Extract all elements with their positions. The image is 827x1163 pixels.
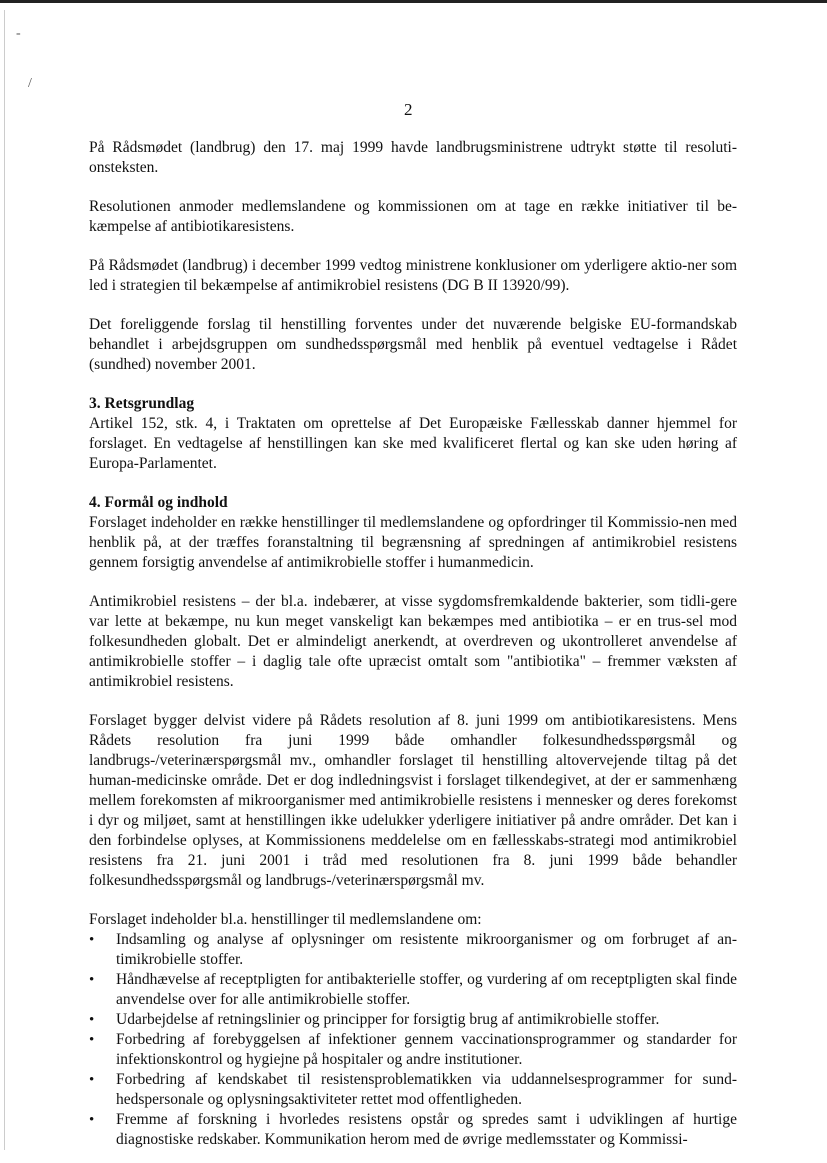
list-item: • Håndhævelse af receptpligten for antibakterielle stoffer, og vurdering af om receptpligten skal finde anvendelse over for alle antimikrobielle stoffer. (89, 971, 737, 1008)
left-margin-line (4, 10, 5, 1150)
paragraph: På Rådsmødet (landbrug) den 17. maj 1999 havde landbrugsministrene udtrykt støtte til resoluti-onsteksten. (89, 139, 737, 176)
section-purpose-content (89, 493, 737, 1150)
section-heading: 3. Retsgrundlag (89, 395, 195, 412)
bullet-icon: • (89, 1012, 95, 1028)
paragraph: På Rådsmødet (landbrug) i december 1999 vedtog ministrene konklusioner om yderligere aktio-ner som led i strategien til bekæmpelse af antimikrobiel resistens (DG B II 13920/99). (89, 257, 737, 294)
list-item: • Forbedring af kendskabet til resistensproblematikken via uddannelsesprogrammer for sund-hedspersonale og oplysningsaktiviteter rettet mod offentligheden. (89, 1071, 737, 1108)
scan-artifact-mark: / (28, 76, 32, 91)
list-intro: Forslaget indeholder bl.a. henstillinger til medlemslandene om: (89, 911, 482, 928)
bullet-icon: • (89, 972, 95, 988)
list-item: • Indsamling og analyse af oplysninger om resistente mikroorganismer og om forbruget af an-timikrobielle stoffer. (89, 931, 737, 968)
list-item: • Udarbejdelse af retningslinier og principper for forsigtig brug af antimikrobielle stoffer. (89, 1011, 660, 1028)
paragraph: Forslaget indeholder en række henstillinger til medlemslandene og opfordringer til Kommissio-nen med henblik på, at der træffes foranstaltning til begrænsning af spredningen af antimikrobiel resistens gennem forsigtig anvendelse af antimikrobielle stoffer i humanmedicin. (89, 514, 737, 571)
section-heading: 4. Formål og indhold (89, 494, 228, 511)
bullet-icon: • (89, 1072, 95, 1088)
bullet-icon: • (89, 1112, 95, 1128)
page-number: 2 (404, 100, 413, 119)
top-border-line (0, 0, 827, 3)
document-body (89, 138, 737, 1150)
paragraph: Forslaget bygger delvist videre på Rådets resolution af 8. juni 1999 om antibiotikaresistens. Mens Rådets resolution fra juni 1999 både omhandler folkesundhedsspørgsmål og landbrugs-/veterinærspørgsmål mv., omhandler forslaget til henstilling altovervejende tiltag på det human-medicinske område. Det er dog indledningsvist i forslaget tilkendegivet, at der er sammenhæng mellem forekomsten af mikroorganismer med antimikrobielle resistens i mennesker og deres forekomst i dyr og miljøet, samt at henstillingen ikke udelukker yderligere initiativer på andre områder. Det kan i den forbindelse oplyses, at Kommissionens meddelelse om en fællesskabs-strategi mod antimikrobiel resistens fra 21. juni 2001 i tråd med resolutionen fra 8. juni 1999 både behandler folkesundhedsspørgsmål og landbrugs-/veterinærspørgsmål mv. (89, 712, 737, 889)
scan-artifact-mark: - (16, 26, 21, 41)
paragraph: Resolutionen anmoder medlemslandene og kommissionen om at tage en række initiativer til be-kæmpelse af antibiotikaresistens. (89, 198, 737, 235)
recommendation-list (89, 930, 737, 1150)
section-legal-basis (89, 394, 737, 474)
paragraph: Artikel 152, stk. 4, i Traktaten om oprettelse af Det Europæiske Fællesskab danner hjemmel for forslaget. En vedtagelse af henstillingen kan ske med kvalificeret flertal og kan ske uden høring af Europa-Parlamentet. (89, 415, 737, 472)
paragraph: Det foreliggende forslag til henstilling forventes under det nuværende belgiske EU-formandskab behandlet i arbejdsgruppen om sundhedsspørgsmål med henblik på eventuel vedtagelse i Rådet (sundhed) november 2001. (89, 316, 737, 373)
list-item: • Forbedring af forebyggelsen af infektioner gennem vaccinationsprogrammer og standarder for infektionskontrol og hygiejne på hospitaler og andre institutioner. (89, 1031, 737, 1068)
list-item: • Fremme af forskning i hvorledes resistens opstår og spredes samt i udviklingen af hurtige diagnostiske redskaber. Kommunikation herom med de øvrige medlemsstater og Kommissi- (89, 1111, 737, 1148)
bullet-icon: • (89, 1032, 95, 1048)
bullet-icon: • (89, 932, 95, 948)
paragraph: Antimikrobiel resistens – der bl.a. indebærer, at visse sygdomsfremkaldende bakterier, som tidli-gere var lette at bekæmpe, nu kun meget vanskeligt kan bekæmpes med antibiotika – er en trus-sel mod folkesundheden globalt. Det er almindeligt anerkendt, at overdreven og ukontrolleret anvendelse af antimikrobielle stoffer – i daglig tale ofte upræcist omtalt som "antibiotika" – fremmer væksten af antimikrobiel resistens. (89, 593, 737, 690)
